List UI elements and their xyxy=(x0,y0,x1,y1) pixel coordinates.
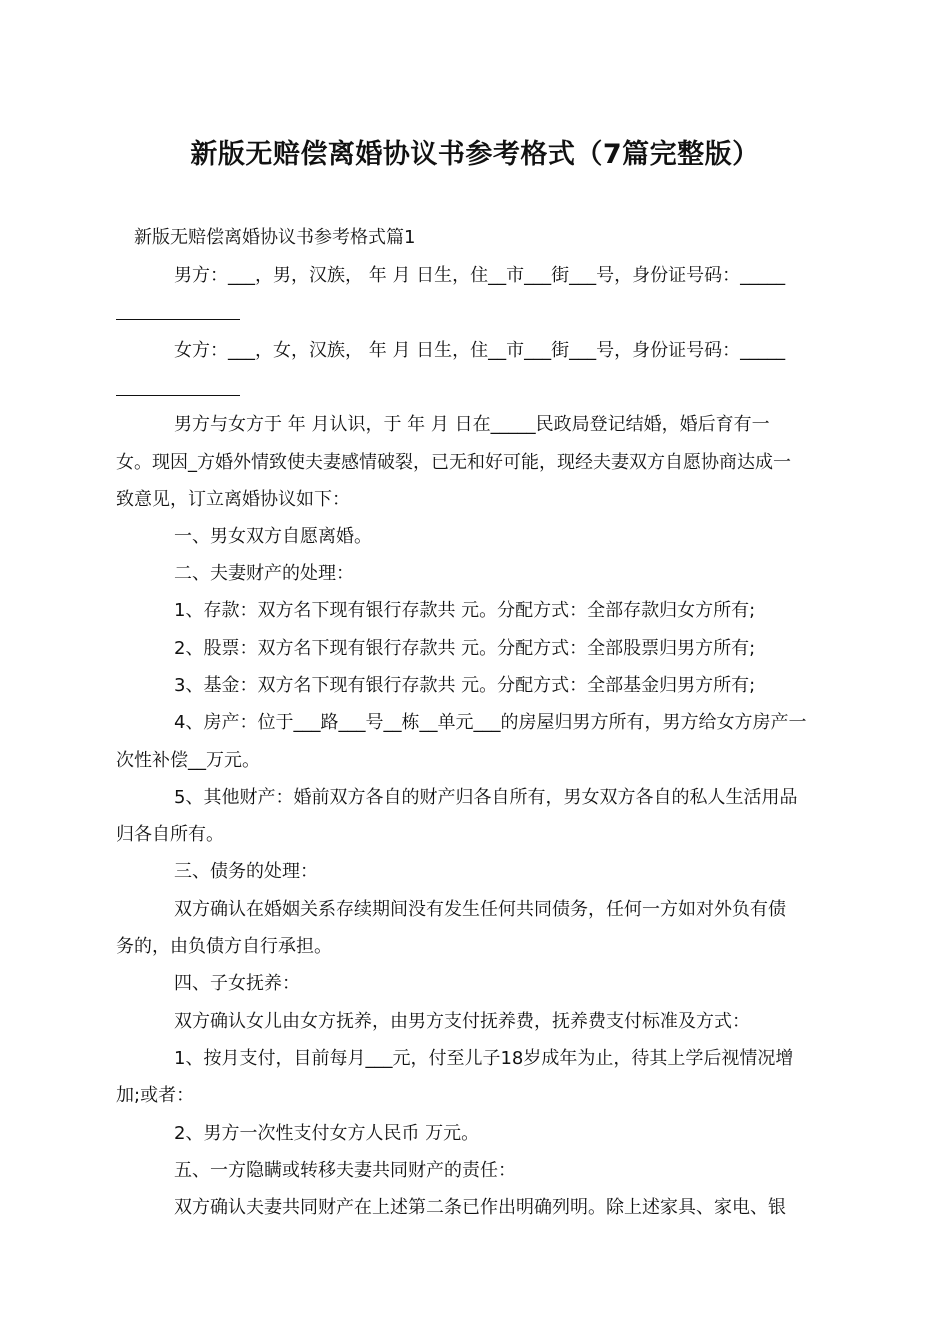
paragraph-line: 加;或者： xyxy=(116,1085,195,1106)
paragraph-line: 归各自所有。 xyxy=(116,824,224,845)
paragraph-line: 1、按月支付，目前每月___元，付至儿子18岁成年为止，待其上学后视情况增 xyxy=(174,1048,794,1069)
paragraph-line: 双方确认女儿由女方抚养，由男方支付抚养费，抚养费支付标准及方式： xyxy=(174,1011,750,1032)
paragraph-line: 2、男方一次性支付女方人民币 万元。 xyxy=(174,1123,480,1144)
paragraph-line: 男方与女方于 年 月认识，于 年 月 日在_____民政局登记结婚，婚后育有一 xyxy=(174,414,770,435)
paragraph-line: 3、基金：双方名下现有银行存款共 元。分配方式：全部基金归男方所有; xyxy=(174,675,756,696)
fill-in-blank-line xyxy=(116,395,240,396)
document-title: 新版无赔偿离婚协议书参考格式（7篇完整版） xyxy=(190,139,760,170)
paragraph-line: 一、男女双方自愿离婚。 xyxy=(174,526,372,547)
paragraph-line: 2、股票：双方名下现有银行存款共 元。分配方式：全部股票归男方所有; xyxy=(174,638,756,659)
paragraph-line: 致意见，订立离婚协议如下： xyxy=(116,489,350,510)
paragraph-line: 二、夫妻财产的处理： xyxy=(174,563,354,584)
paragraph-line: 女。现因_方婚外情致使夫妻感情破裂，已无和好可能，现经夫妻双方自愿协商达成一 xyxy=(116,452,791,473)
paragraph-line: 4、房产：位于___路___号__栋__单元___的房屋归男方所有，男方给女方房产一 xyxy=(174,712,807,733)
paragraph-line: 5、其他财产：婚前双方各自的财产归各自所有，男女双方各自的私人生活用品 xyxy=(174,787,798,808)
paragraph-line: 双方确认在婚姻关系存续期间没有发生任何共同债务，任何一方如对外负有债 xyxy=(174,899,786,920)
paragraph-line: 四、子女抚养： xyxy=(174,973,300,994)
paragraph-line: 三、债务的处理： xyxy=(174,861,318,882)
paragraph-line: 务的，由负债方自行承担。 xyxy=(116,936,332,957)
paragraph-line: 五、一方隐瞒或转移夫妻共同财产的责任： xyxy=(174,1160,516,1181)
paragraph-line: 次性补偿__万元。 xyxy=(116,750,260,771)
paragraph-line: 1、存款：双方名下现有银行存款共 元。分配方式：全部存款归女方所有; xyxy=(174,600,756,621)
paragraph-line: 双方确认夫妻共同财产在上述第二条已作出明确列明。除上述家具、家电、银 xyxy=(174,1197,786,1218)
paragraph-line: 男方：___，男，汉族， 年 月 日生，住__市___街___号，身份证号码：_____ xyxy=(174,265,786,286)
fill-in-blank-line xyxy=(116,319,240,320)
paragraph-line: 女方：___，女，汉族， 年 月 日生，住__市___街___号，身份证号码：_____ xyxy=(174,340,786,361)
section-subtitle: 新版无赔偿离婚协议书参考格式篇1 xyxy=(134,227,416,248)
